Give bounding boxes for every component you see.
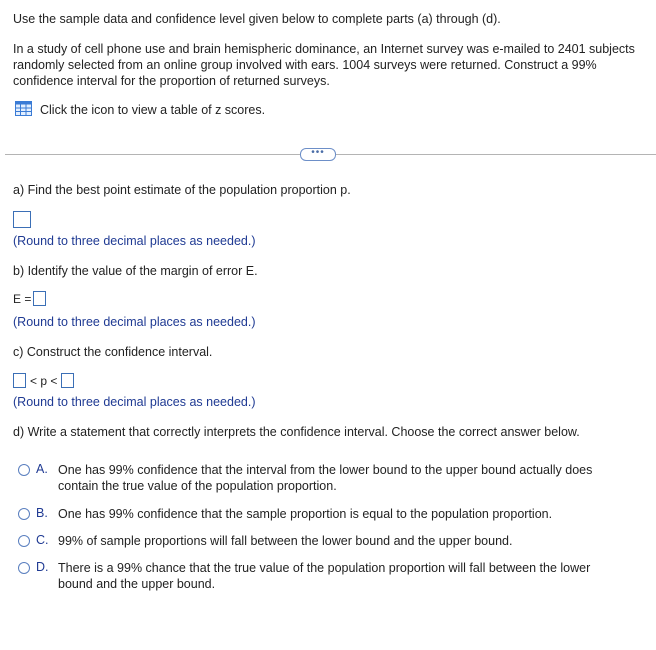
choice-b[interactable]	[18, 506, 618, 522]
choice-d[interactable]	[18, 560, 618, 592]
part-a-rounding-note: (Round to three decimal places as needed.)	[13, 234, 256, 248]
choice-b-letter: B.	[36, 506, 48, 520]
point-estimate-input[interactable]	[13, 211, 31, 228]
margin-error-input[interactable]	[33, 291, 46, 306]
expand-more-button[interactable]: •••	[300, 148, 336, 161]
choice-d-radio[interactable]	[18, 562, 30, 574]
instructions-text: Use the sample data and confidence level given below to complete parts (a) through (d).	[13, 12, 501, 26]
part-c-question: c) Construct the confidence interval.	[13, 345, 213, 359]
table-grid-icon[interactable]	[15, 101, 32, 119]
choice-a-radio[interactable]	[18, 464, 30, 476]
part-b-question: b) Identify the value of the margin of error E.	[13, 264, 258, 278]
z-table-link-label[interactable]: Click the icon to view a table of z scores.	[40, 103, 266, 117]
choice-b-radio[interactable]	[18, 508, 30, 520]
margin-error-label: E =	[13, 291, 32, 306]
part-b-answer-row	[13, 291, 46, 306]
problem-statement: In a study of cell phone use and brain hemispheric dominance, an Internet survey was e-mailed to 2401 subjects randomly selected from an online group involved with ears. 1004 surveys were returned. Construct a 99% confidence interval for the proportion of returned surveys.	[13, 42, 635, 88]
choice-c-text: 99% of sample proportions will fall between the lower bound and the upper bound.	[58, 534, 513, 548]
part-a-question: a) Find the best point estimate of the population proportion p.	[13, 183, 351, 197]
upper-bound-input[interactable]	[61, 373, 74, 388]
choice-b-text: One has 99% confidence that the sample proportion is equal to the population proportion.	[58, 507, 553, 521]
choice-d-letter: D.	[36, 560, 49, 574]
part-a-answer-row	[13, 211, 31, 228]
part-c-rounding-note: (Round to three decimal places as needed.)	[13, 395, 256, 409]
choice-c-radio[interactable]	[18, 535, 30, 547]
choice-c-letter: C.	[36, 533, 49, 547]
part-d-question: d) Write a statement that correctly interprets the confidence interval. Choose the correct answer below.	[13, 425, 580, 439]
choice-a-text: One has 99% confidence that the interval from the lower bound to the upper bound actually does contain the true value of the population proportion.	[58, 463, 593, 493]
lower-bound-input[interactable]	[13, 373, 26, 388]
z-table-link[interactable]	[15, 102, 265, 118]
choice-c[interactable]	[18, 533, 618, 549]
part-b-rounding-note: (Round to three decimal places as needed.)	[13, 315, 256, 329]
part-c-answer-row	[13, 373, 74, 388]
choice-d-text: There is a 99% chance that the true value of the population proportion will fall between the lower bound and the upper bound.	[58, 561, 591, 591]
choice-a-letter: A.	[36, 462, 48, 476]
choice-a[interactable]	[18, 462, 618, 494]
interval-inequality-label: < p <	[30, 373, 58, 388]
